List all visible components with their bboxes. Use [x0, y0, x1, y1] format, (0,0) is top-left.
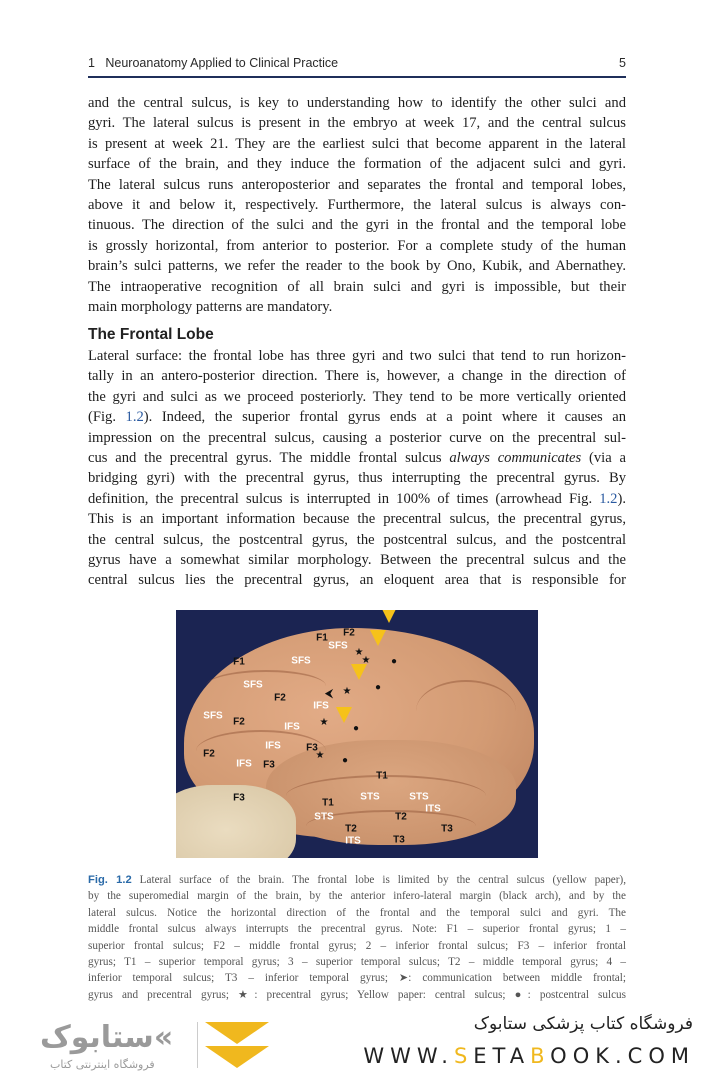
figure-label: SFS [243, 679, 263, 691]
chevron-logo-icon [205, 1022, 269, 1044]
figure-label: SFS [291, 655, 311, 667]
text-line: gyrus have a somewhat similar morphology. Between the precentral sulcus and the [88, 551, 626, 568]
arrowhead-icon: ⮜ [324, 686, 334, 700]
text: ). Indeed, the superior frontal gyrus ends at a point where it causes an [143, 409, 626, 426]
header-rule [88, 76, 626, 78]
page-number: 5 [619, 56, 626, 70]
figure-label: F2 [343, 627, 355, 639]
figure-label: F3 [306, 742, 318, 754]
figure-label: F1 [233, 656, 245, 668]
text: Lateral surface of the brain. The frontal lobe is limited by the central sulcus (yellow paper), [131, 874, 627, 886]
text: ). [617, 490, 626, 507]
dot-icon: ● [341, 755, 349, 766]
url-part: ETA [473, 1044, 531, 1068]
text-line: and the central sulcus, is key to understanding how to identify the other sulci and [88, 95, 626, 111]
caption-line: lateral sulcus. Notice the horizontal direction of the frontal and the temporal sulci and gyri. The [88, 906, 626, 919]
url-part: B [530, 1044, 551, 1068]
text-line: central sulcus lies the precentral gyrus, an eloquent area that is responsible for [88, 572, 626, 589]
text-line [88, 489, 626, 509]
dot-icon: ● [352, 723, 360, 734]
figure-label: IFS [265, 740, 281, 752]
text-line: gyri. The lateral sulcus is present in the embryo at week 17, and the central sulcus [88, 115, 626, 132]
text-line: This is an important information because the precentral sulcus, the precentral gyrus, [88, 511, 626, 528]
figure-brain-photo [176, 610, 538, 858]
url-part: S [453, 1044, 474, 1068]
text: (via a [581, 449, 626, 466]
figure-label: STS [360, 791, 380, 803]
chevron-logo-icon [205, 1046, 269, 1068]
url-part: WWW. [363, 1044, 454, 1068]
caption-line: superior frontal sulcus; F2 – middle frontal gyrus; 2 – inferior frontal sulcus; F3 – inferior frontal [88, 939, 626, 952]
text-line [88, 448, 626, 468]
watermark-footer [0, 1005, 713, 1080]
text-line: is grossly horizontal, from anterior to posterior. For a complete study of the human [88, 237, 626, 254]
text: definition, the precentral sulcus is interrupted in 100% of times (arrowhead Fig. [88, 490, 600, 507]
dot-icon: ● [374, 682, 382, 693]
text: (Fig. [88, 409, 126, 426]
figure-label: T1 [376, 770, 388, 782]
figure-label: ITS [425, 803, 441, 815]
figure-reference-link[interactable]: 1.2 [125, 409, 144, 426]
dot-icon: ● [390, 656, 398, 667]
figure-label: F2 [203, 748, 215, 760]
figure-label: T2 [345, 823, 357, 835]
star-icon: ★ [354, 647, 364, 658]
yellow-marker-icon [370, 630, 386, 646]
logo-subtitle: فروشگاه اینترنتی کتاب [50, 1058, 155, 1071]
figure-label: F3 [233, 792, 245, 804]
text-line: is present at week 21. They are the earliest sulci that become apparent in the lateral [88, 135, 626, 152]
sulcus [206, 670, 326, 702]
section-heading: The Frontal Lobe [88, 326, 214, 343]
text-line: main morphology patterns are mandatory. [88, 298, 333, 315]
yellow-marker-icon [351, 664, 367, 680]
figure-label: STS [409, 791, 429, 803]
star-icon: ★ [361, 655, 371, 666]
yellow-marker-icon [381, 610, 397, 623]
star-icon: ★ [319, 717, 329, 728]
logo-divider [197, 1022, 198, 1068]
star-icon: ★ [342, 686, 352, 697]
text-line [88, 407, 626, 427]
caption-line: inferior temporal sulcus; T3 – inferior temporal gyrus; ➤: communication between middle frontal; [88, 972, 626, 985]
figure-label: F3 [263, 759, 275, 771]
figure-label: SFS [203, 710, 223, 722]
text-line: the gyri and sulci as we proceed posteriorly. They tend to be more vertically oriented [88, 388, 626, 405]
caption-line: gyrus and precentral gyrus; ★: precentral gyrus; Yellow paper: central sulcus; ●: postcentral sulcus [88, 988, 626, 1001]
figure-label: F2 [274, 692, 286, 704]
figure-label: ITS [345, 835, 361, 847]
figure-label: IFS [313, 700, 329, 712]
figure-label: T1 [322, 797, 334, 809]
chapter-title: 1 Neuroanatomy Applied to Clinical Practice [88, 56, 339, 70]
caption-line [88, 872, 626, 888]
figure-label: SFS [328, 640, 348, 652]
figure-label: IFS [284, 721, 300, 733]
text-line: brain’s sulci patterns, we refer the reader to the book by Ono, Kubik, and Abernathey. [88, 258, 626, 275]
sulcus [416, 680, 516, 742]
paragraph-2 [88, 346, 626, 591]
figure-label: IFS [236, 758, 252, 770]
text-line: The lateral sulcus runs anteroposterior and separates the frontal and temporal lobes, [88, 176, 626, 193]
store-name: فروشگاه کتاب پزشکی ستابوک [473, 1014, 693, 1034]
figure-number: Fig. 1.2 [88, 874, 132, 886]
text-line: bridging gyri) with the precentral gyrus, thus interrupting the precentral gyrus. By [88, 470, 626, 487]
paragraph-1 [88, 93, 626, 317]
star-icon: ★ [315, 750, 325, 761]
text-line: the central sulcus, the postcentral gyrus, the postcentral sulcus, and the postcentral [88, 531, 626, 548]
figure-label: T3 [441, 823, 453, 835]
text: cus and the precentral gyrus. The middle frontal sulcus [88, 449, 450, 466]
figure-caption [88, 872, 626, 1003]
text-line: Lateral surface: the frontal lobe has three gyri and two sulci that tend to run horizon- [88, 348, 626, 364]
store-url [363, 1044, 695, 1068]
yellow-marker-icon [336, 707, 352, 723]
text-line: The intraoperative recognition of all brain sulci and gyri is impossible, but their [88, 278, 626, 295]
caption-line: middle frontal sulcus always interrupts the precentral gyrus. Note: F1 – superior frontal gyrus; 1 – [88, 923, 626, 936]
text-line: tinuous. The direction of the sulci and the gyri in the frontal and the temporal lobe [88, 217, 626, 234]
text-line: surface of the brain, and they induce the formation of the adjacent sulci and gyri. [88, 156, 626, 173]
url-part: OOK.COM [550, 1044, 695, 1068]
caption-line: gyrus; T1 – superior temporal gyrus; 3 – superior temporal sulcus; T2 – middle temporal gyrus; 4 – [88, 955, 626, 968]
text-line: tally in an antero-posterior direction. There is, however, a change in the direction of [88, 368, 626, 385]
figure-reference-link[interactable]: 1.2 [599, 490, 618, 507]
caption-line: by the superomedial margin of the brain, by the anterior infero-lateral margin (black arch), and by the [88, 890, 626, 903]
figure-label: STS [314, 811, 334, 823]
emphasis: always communicates [449, 449, 582, 466]
text-line: above it and below it, respectively. Furthermore, the lateral sulcus is always con- [88, 196, 626, 213]
figure-label: F1 [316, 632, 328, 644]
setabook-logo: ستابوک« [40, 1020, 174, 1055]
figure-label: T2 [395, 811, 407, 823]
text-line: impression on the precentral sulcus, causing a posterior curve on the precentral sul- [88, 429, 626, 446]
figure-label: T3 [393, 834, 405, 846]
figure-label: F2 [233, 716, 245, 728]
